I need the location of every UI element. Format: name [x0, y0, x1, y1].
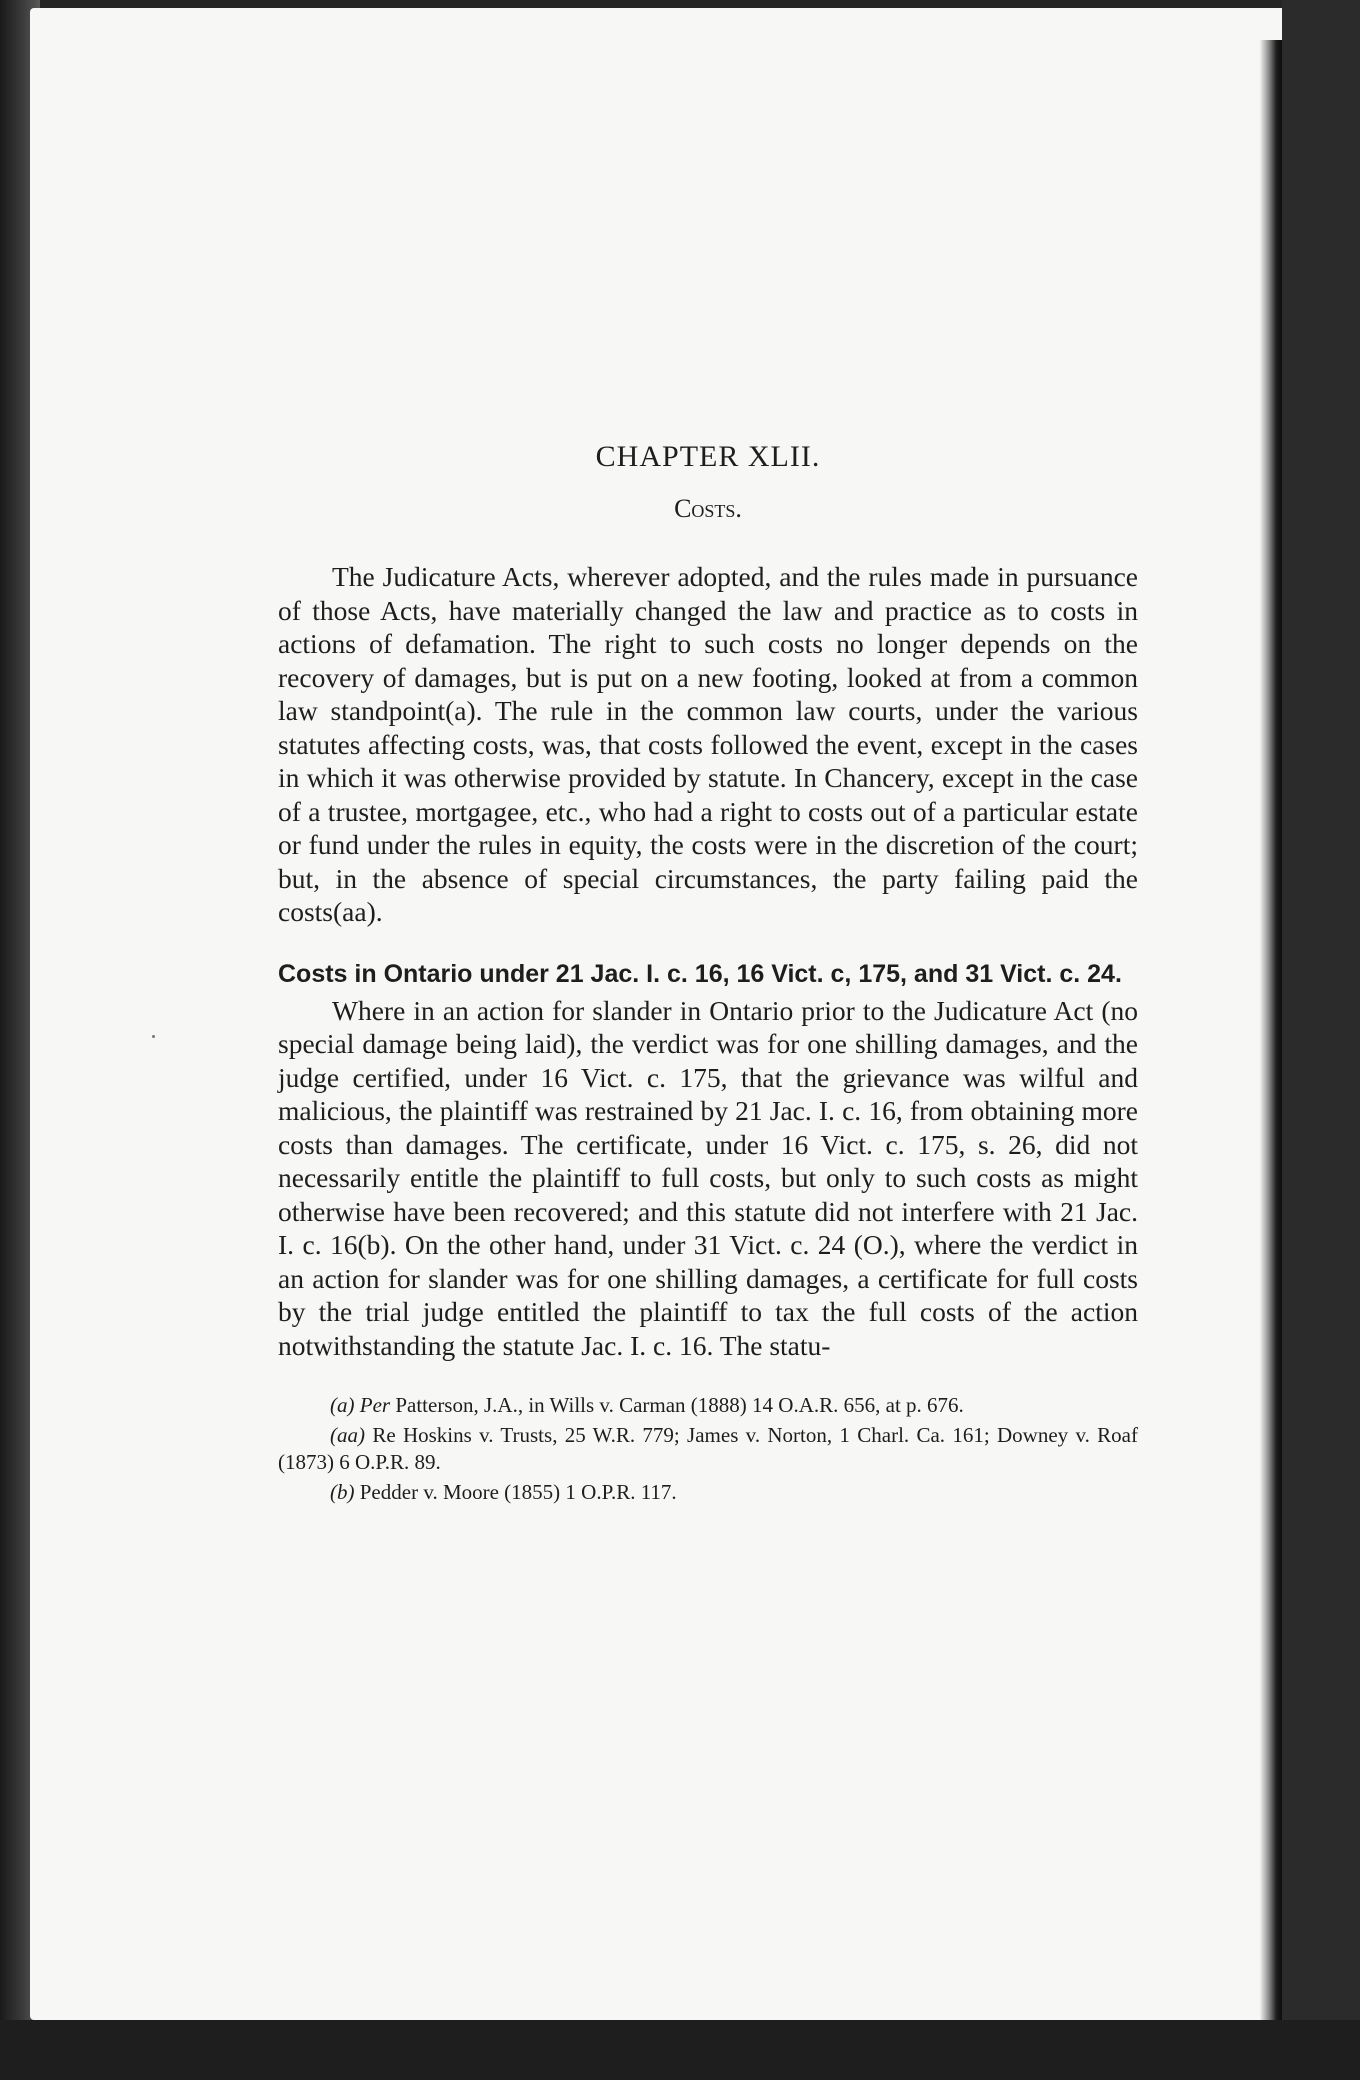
body-paragraph-1: The Judicature Acts, wherever adopted, and the rules made in pursuance of those Acts, have materially changed the law and practice as to costs in actions of defamation. The right to such costs no longer depends on the recovery of damages, but is put on a new footing, looked at from a common law standpoint(a). The rule in the common law courts, under the various statutes affecting costs, was, that costs followed the event, except in the cases in which it was otherwise provided by statute. In Chancery, except in the case of a trustee, mortgagee, etc., who had a right to costs out of a particular estate or fund under the rules in equity, the costs were in the discretion of the court; but, in the absence of special circumstances, the party failing paid the costs(aa).	[278, 561, 1138, 927]
page-content	[278, 440, 1138, 1509]
footnote-mark: (a)	[330, 1393, 355, 1417]
footnote-text: Re Hoskins v. Trusts, 25 W.R. 779; James v. Norton, 1 Charl. Ca. 161; Downey v. Roaf (1873) 6 O.P.R. 89.	[278, 1423, 1138, 1474]
section-title: Costs.	[674, 494, 742, 523]
footnote-text: Pedder v. Moore (1855) 1 O.P.R. 117.	[359, 1480, 677, 1504]
body-paragraph-2: Where in an action for slander in Ontario prior to the Judicature Act (no special damage being laid), the verdict was for one shilling damages, and the judge certified, under 16 Vict. c. 175, that the grievance was wilful and malicious, the plaintiff was restrained by 21 Jac. I. c. 16, from obtaining more costs than damages. The certificate, under 16 Vict. c. 175, s. 26, did not necessarily entitle the plaintiff to full costs, but only to such costs as might otherwise have been recovered; and this statute did not interfere with 21 Jac. I. c. 16(b). On the other hand, under 31 Vict. c. 24 (O.), where the verdict in an action for slander was for one shilling damages, a certificate for full costs by the trial judge entitled the plaintiff to tax the full costs of the action notwithstanding the statute Jac. I. c. 16. The statu-	[278, 994, 1138, 1361]
section-heading: Costs in Ontario under 21 Jac. I. c. 16, 16 Vict. c, 175, and 31 Vict. c. 24.	[278, 959, 1122, 988]
footnote-b	[278, 1479, 1138, 1506]
footnotes	[278, 1392, 1138, 1506]
page-gutter-shadow	[1260, 40, 1282, 2020]
footnote-mark: (aa)	[330, 1423, 365, 1447]
chapter-title: CHAPTER XLII.	[595, 440, 821, 473]
margin-speck	[152, 1035, 155, 1038]
footnote-a	[278, 1392, 1138, 1419]
footnote-text: Patterson, J.A., in Wills v. Carman (1888) 14 O.A.R. 656, at p. 676.	[395, 1393, 964, 1417]
scan-background-bottom	[0, 2020, 1360, 2080]
footnote-aa	[278, 1422, 1138, 1476]
scan-background-right	[1282, 0, 1360, 2080]
footnote-mark: (b)	[330, 1480, 355, 1504]
footnote-lead: Per	[359, 1393, 391, 1417]
